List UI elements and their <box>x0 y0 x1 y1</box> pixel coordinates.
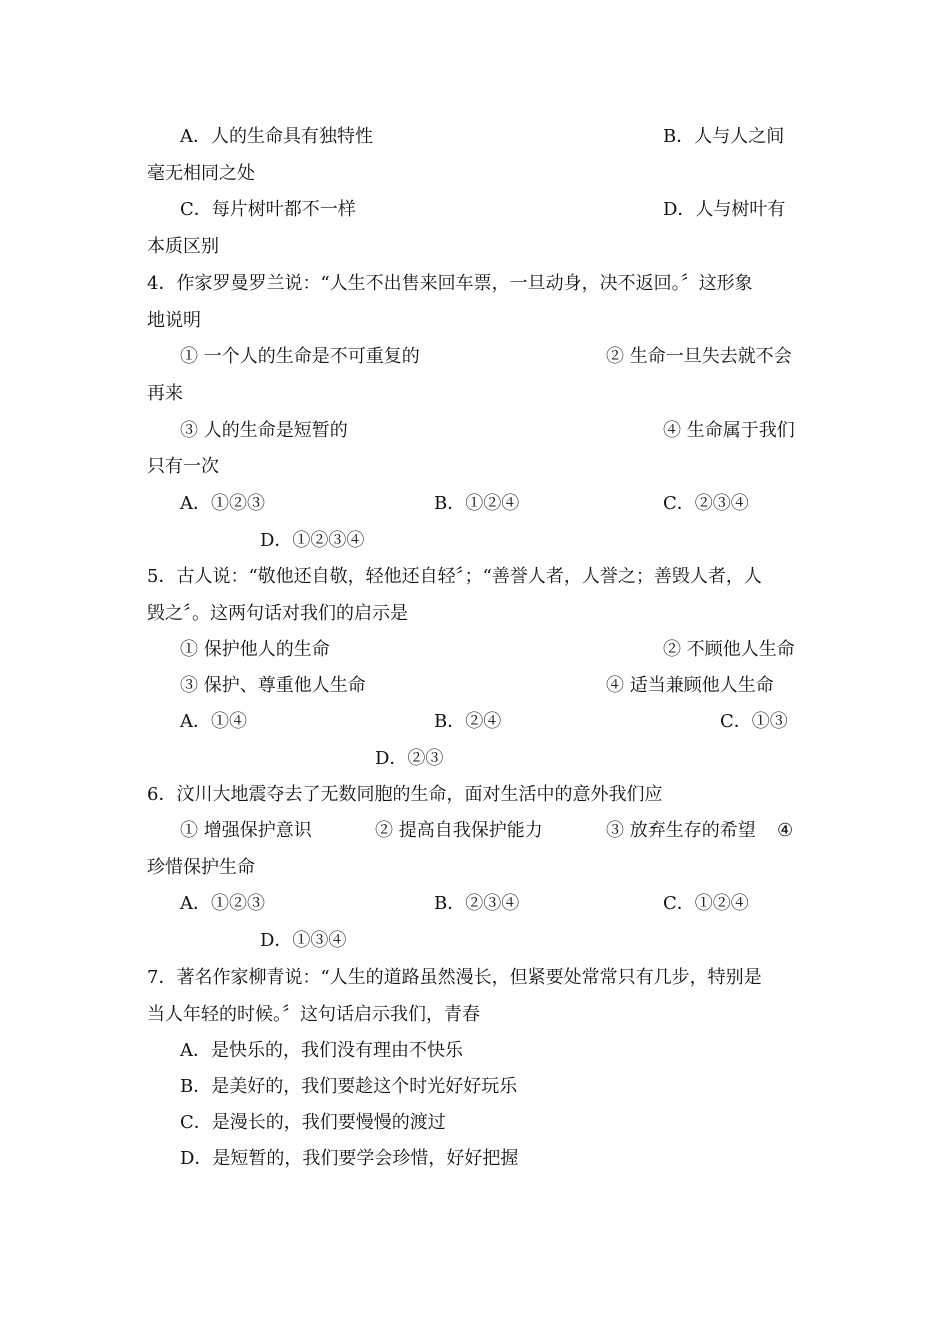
q4-item-2-continued: 再来 <box>147 383 183 404</box>
q6-item-4: ④ <box>777 820 794 841</box>
q7-option-d: D．是短暂的，我们要学会珍惜，好好把握 <box>180 1148 519 1169</box>
q6-item-4-continued: 珍惜保护生命 <box>147 857 255 878</box>
q3-option-d-continued: 本质区别 <box>147 236 219 257</box>
q3-option-b: B．人与人之间 <box>663 126 785 147</box>
q7-stem-line-1: 7．著名作家柳青说：“人生的道路虽然漫长，但紧要处常常只有几步，特别是 <box>147 967 762 988</box>
q4-option-d: D．①②③④ <box>260 530 365 551</box>
q4-item-4-continued: 只有一次 <box>147 456 219 477</box>
q4-item-3: ③ 人的生命是短暂的 <box>180 420 348 441</box>
q4-option-c: C．②③④ <box>663 493 749 514</box>
q7-stem-line-2: 当人年轻的时候。〞这句话启示我们，青春 <box>147 1004 480 1025</box>
q7-option-c: C．是漫长的，我们要慢慢的渡过 <box>180 1112 446 1133</box>
q6-option-d: D．①③④ <box>260 930 347 951</box>
q5-option-d: D．②③ <box>375 748 444 769</box>
q5-option-a: A．①④ <box>180 711 247 732</box>
q5-stem-line-2: 毁之〞。这两句话对我们的启示是 <box>147 603 408 624</box>
q6-item-1: ① 增强保护意识 <box>180 820 312 841</box>
q4-option-a: A．①②③ <box>180 493 265 514</box>
q6-option-b: B．②③④ <box>434 893 520 914</box>
q5-option-b: B．②④ <box>434 711 502 732</box>
q4-stem-line-1: 4．作家罗曼罗兰说：“人生不出售来回车票，一旦动身，决不返回。〞这形象 <box>147 273 753 294</box>
q3-option-b-continued: 毫无相同之处 <box>147 163 255 184</box>
q3-option-c: C．每片树叶都不一样 <box>180 199 356 220</box>
q6-item-3: ③ 放弃生存的希望 <box>606 820 756 841</box>
q5-stem-line-1: 5．古人说：“敬他还自敬，轻他还自轻〞；“善誉人者，人誉之；善毁人者，人 <box>147 566 762 587</box>
q5-option-c: C．①③ <box>720 711 788 732</box>
q4-item-1: ① 一个人的生命是不可重复的 <box>180 346 420 367</box>
q4-item-2: ② 生命一旦失去就不会 <box>606 346 792 367</box>
q6-stem: 6．汶川大地震夺去了无数同胞的生命，面对生活中的意外我们应 <box>147 784 663 805</box>
q4-stem-line-2: 地说明 <box>147 310 201 331</box>
q4-option-b: B．①②④ <box>434 493 520 514</box>
q6-item-2: ② 提高自我保护能力 <box>375 820 543 841</box>
q5-item-4: ④ 适当兼顾他人生命 <box>606 675 774 696</box>
q7-option-b: B．是美好的，我们要趁这个时光好好玩乐 <box>180 1076 518 1097</box>
q3-option-a: A．人的生命具有独特性 <box>180 126 373 147</box>
q5-item-2: ② 不顾他人生命 <box>663 639 795 660</box>
q5-item-1: ① 保护他人的生命 <box>180 639 330 660</box>
q3-option-d: D．人与树叶有 <box>663 199 786 220</box>
q4-item-4: ④ 生命属于我们 <box>663 420 795 441</box>
q6-option-c: C．①②④ <box>663 893 749 914</box>
q5-item-3: ③ 保护、尊重他人生命 <box>180 675 366 696</box>
q6-option-a: A．①②③ <box>180 893 265 914</box>
q7-option-a: A．是快乐的，我们没有理由不快乐 <box>180 1040 463 1061</box>
